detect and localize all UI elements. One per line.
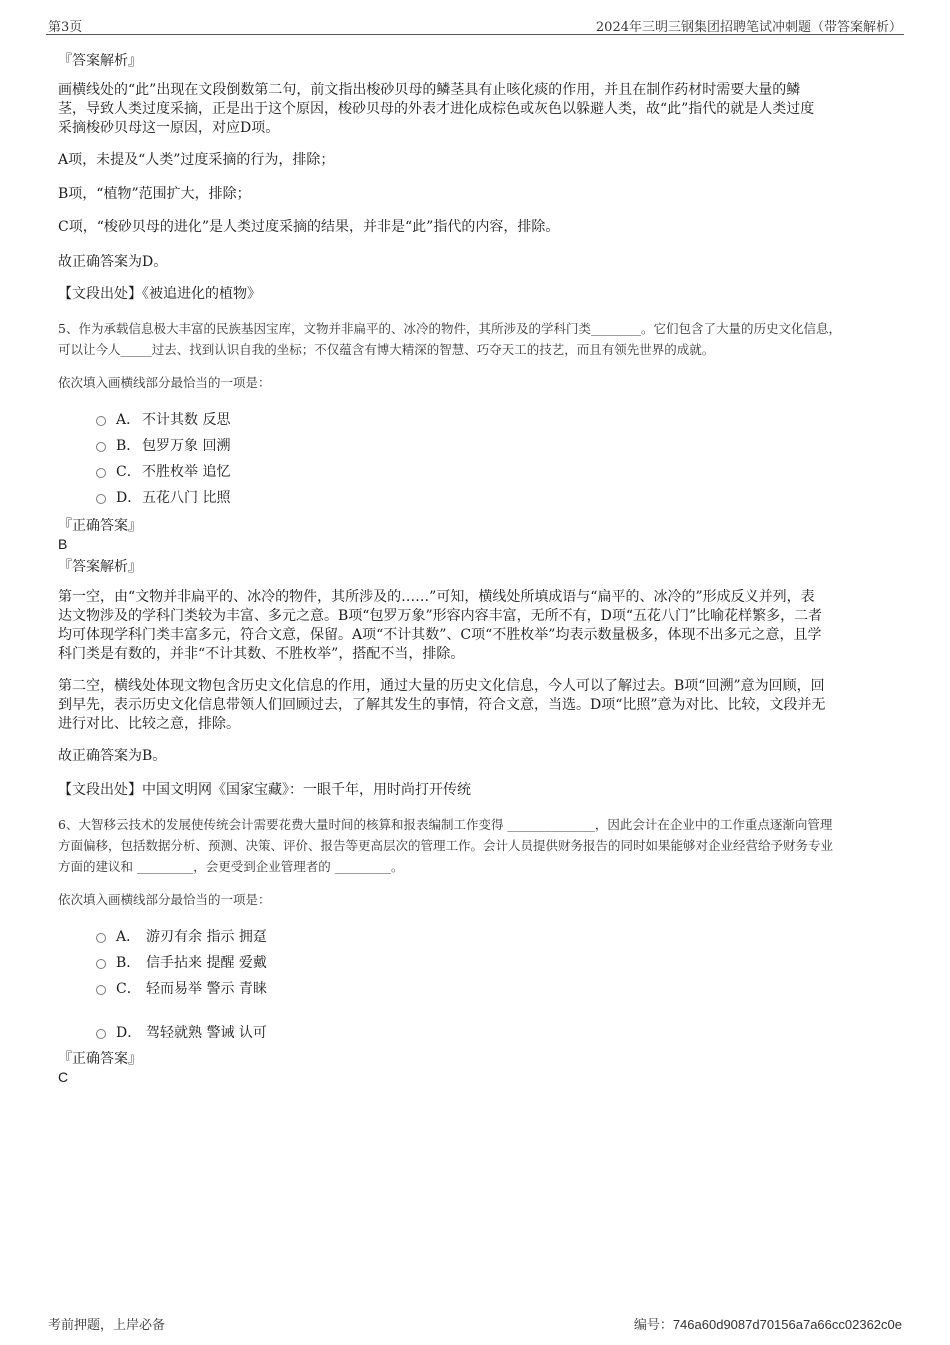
document-title: 2024年三明三钢集团招聘笔试冲刺题（带答案解析） [595, 20, 902, 35]
q5-analysis-label: 『答案解析』 [58, 559, 142, 575]
radio-button[interactable] [96, 959, 106, 969]
q5-prompt: 依次填入画横线部分最恰当的一项是： [58, 375, 271, 390]
q5-analysis-para2 [58, 677, 898, 734]
q5-conclusion: 故正确答案为B。 [58, 748, 167, 764]
option-text: 五花八门 比照 [142, 490, 231, 506]
option-letter: C． [116, 464, 141, 480]
radio-button[interactable] [96, 416, 106, 426]
q6-option-a[interactable] [96, 926, 267, 946]
q5-analysis-line: 第二空，横线处体现文物包含历史文化信息的作用，通过大量的历史文化信息，今人可以了解过去。B项“回溯”意为回顾，回 [58, 678, 825, 694]
q6-stem-line: 方面的建议和 _________，会更受到企业管理者的 _________。 [58, 859, 404, 874]
q5-stem [58, 318, 898, 360]
q5-analysis-line: 第一空，由“文物并非扁平的、冰冷的物件，其所涉及的……”可知，横线处所填成语与“扁平的、冰冷的”形成反义并列，表 [58, 589, 815, 605]
q4-analysis-option-c: C项，“梭砂贝母的进化”是人类过度采摘的结果，并非是“此”指代的内容，排除。 [58, 219, 560, 235]
q5-option-b[interactable] [96, 435, 230, 455]
q6-stem-line: 方面偏移，包括数据分析、预测、决策、评价、报告等更高层次的管理工作。会计人员提供财务报告的同时如果能够对企业经营给予财务专业 [58, 838, 834, 853]
radio-button[interactable] [96, 442, 106, 452]
q5-option-c[interactable] [96, 461, 230, 481]
document-code [634, 1314, 902, 1333]
q5-source: 【文段出处】中国文明网《国家宝藏》：一眼千年，用时尚打开传统 [58, 782, 471, 798]
option-text: 信手拈来 提醒 爱戴 [146, 955, 267, 971]
header-divider [46, 34, 904, 35]
q4-analysis-line: 茎，导致人类过度采摘，正是出于这个原因，梭砂贝母的外表才进化成棕色或灰色以躲避人类，故“此”指代的就是人类过度 [58, 101, 815, 117]
q5-analysis-para1 [58, 588, 898, 664]
q5-correct-label: 『正确答案』 [58, 518, 142, 534]
q4-analysis-line: 画横线处的“此”出现在文段倒数第二句，前文指出梭砂贝母的鳞茎具有止咳化痰的作用，并且在制作药材时需要大量的鳞 [58, 82, 801, 98]
q5-stem-line: 5、作为承载信息极大丰富的民族基因宝库，文物并非扁平的、冰冷的物件，其所涉及的学科门类________。它们包含了大量的历史文化信息， [58, 321, 841, 336]
page-number: 第3页 [48, 20, 83, 35]
q6-prompt: 依次填入画横线部分最恰当的一项是： [58, 892, 271, 907]
q5-option-d[interactable] [96, 487, 230, 507]
option-text: 驾轻就熟 警诫 认可 [146, 1025, 267, 1041]
radio-button[interactable] [96, 1029, 106, 1039]
option-letter: A． [116, 929, 141, 945]
q5-stem-line: 可以让今人_____过去、找到认识自我的坐标；不仅蕴含有博大精深的智慧、巧夺天工的技艺，而且有领先世界的成就。 [58, 342, 715, 357]
q6-option-b[interactable] [96, 952, 267, 972]
q6-stem-line: 6、大智移云技术的发展使传统会计需要花费大量时间的核算和报表编制工作变得 ______________，因此会计在企业中的工作重点逐渐向管理 [58, 817, 833, 832]
q4-analysis-paragraph [58, 81, 898, 138]
option-text: 不胜枚举 追忆 [142, 464, 231, 480]
q4-analysis-option-b: B项，“植物”范围扩大，排除； [58, 186, 251, 202]
option-letter: C． [116, 981, 141, 997]
option-letter: D． [116, 490, 142, 506]
option-text: 包罗万象 回溯 [142, 438, 231, 454]
radio-button[interactable] [96, 933, 106, 943]
radio-button[interactable] [96, 494, 106, 504]
q4-conclusion: 故正确答案为D。 [58, 254, 168, 270]
q6-option-c[interactable] [96, 978, 267, 998]
option-text: 轻而易举 警示 青睐 [146, 981, 267, 997]
q6-stem [58, 814, 898, 877]
option-letter: D． [116, 1025, 142, 1041]
q5-analysis-line: 达文物涉及的学科门类较为丰富、多元之意。B项“包罗万象”形容内容丰富，无所不有，D项“五花八门”比喻花样繁多，二者 [58, 608, 823, 624]
q5-analysis-line: 科门类是有数的，并非“不计其数、不胜枚举”，搭配不当，排除。 [58, 646, 465, 662]
radio-button[interactable] [96, 468, 106, 478]
q4-analysis-label: 『答案解析』 [58, 53, 142, 69]
option-letter: B． [116, 438, 141, 454]
option-letter: A． [116, 412, 141, 428]
q4-source: 【文段出处】《被追进化的植物》 [58, 286, 261, 302]
code-value: 746a60d9087d70156a7a66cc02362c0e [672, 1317, 902, 1332]
option-text: 不计其数 反思 [142, 412, 231, 428]
q5-analysis-line: 到早先，表示历史文化信息带领人们回顾过去，了解其发生的事情，符合文意，当选。D项“比照”意为对比、比较，文段并无 [58, 697, 826, 713]
footer-slogan: 考前押题，上岸必备 [48, 1318, 166, 1333]
q6-correct-label: 『正确答案』 [58, 1051, 142, 1067]
q4-analysis-line: 采摘梭砂贝母这一原因，对应D项。 [58, 120, 280, 136]
option-text: 游刃有余 指示 拥趸 [146, 929, 267, 945]
q5-correct-value: B [58, 536, 68, 552]
q5-analysis-line: 均可体现学科门类丰富多元，符合文意，保留。A项“不计其数”、C项“不胜枚举”均表示数量极多，体现不出多元之意，且学 [58, 627, 822, 643]
q5-option-a[interactable] [96, 409, 230, 429]
q5-analysis-line: 进行对比、比较之意，排除。 [58, 716, 240, 732]
q4-analysis-option-a: A项，未提及“人类”过度采摘的行为，排除； [58, 152, 335, 168]
radio-button[interactable] [96, 985, 106, 995]
q6-option-d[interactable] [96, 1022, 267, 1042]
code-label: 编号： [633, 1318, 673, 1333]
q6-correct-value: C [58, 1069, 69, 1085]
option-letter: B． [116, 955, 141, 971]
